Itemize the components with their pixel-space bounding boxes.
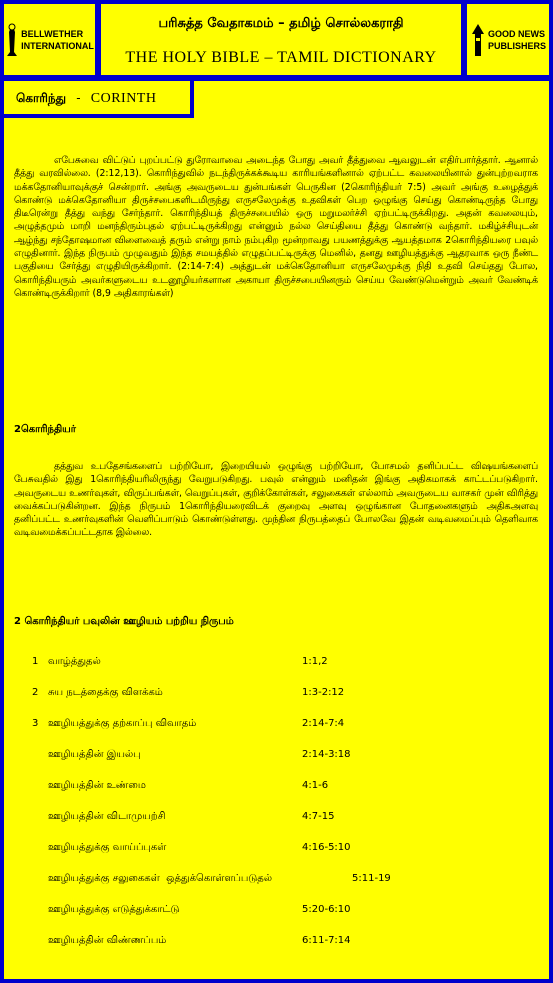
- outline-label: ஊழியத்தின் இயல்பு: [48, 749, 141, 760]
- outline-number: 3: [32, 718, 39, 729]
- good-news-logo-icon: [470, 22, 486, 58]
- entry-separator: -: [76, 91, 81, 105]
- entry-tamil: கொரிந்து: [16, 91, 67, 105]
- outline-number: 1: [32, 656, 39, 667]
- outline-ref: 4:7-15: [302, 811, 335, 822]
- outline-label: ஊழியத்தின் உண்மை: [48, 780, 146, 791]
- outline-label: வாழ்த்துதல்: [48, 656, 101, 667]
- outline-number: 2: [32, 687, 39, 698]
- paragraph-1: எபேசுவை விட்டுப் புறப்பட்டு துரோவாவை அடைந்த போது அவர் தீத்துவை ஆவலுடன் எதிர்பார்த்தார். ஆனால் தீத்து வரவில்லை. (2:12,13). கொரிந்துவில் நடந்திருக்கக்கூடிய காரியங்களினால் ஏற்பட்ட கவலையினால் துன்புற்றவராக மக்கதோனியாவுக்குச் சென்றார். அங்கு அவருடைய துன்பங்கள் பெருகின (2கொரிந்தியர் 7:5) அவர் அங்கு உழைத்துக் கொண்டு மக்கெதோனியா திருச்சபைகளிடமிருந்து எருசலேமுக்கு உதவிகள் பெற ஒழுங்கு செய்து கொண்டிருந்த போது திடீரென்று தீத்து வந்து சேர்ந்தார். கொரிந்தியத் திருச்சபையில் ஒரு மறுமலர்ச்சி ஏற்பட்டிருக்கிறது. அதன் கவலையும், அழுத்தமும் மாறி மனந்திரும்புதல் ஏற்பட்டிருக்கிறது என்னும் நல்ல செய்தியை தீத்து கொண்டு வந்தார். மகிழ்ச்சியுடன் ஆழ்ந்து சந்தோஷமான விளைவைத் தரும் என்று நாம் நம்புகிற மூன்றாவது பயணத்துக்கு ஆயத்தமாக 2கொரிந்தியரை பவுல் எழுதினார். இந்த நிருபம் முழுவதும் இந்த சமயத்தில் எழுதப்பட்டிருக்கு மெனில், தனது ஊழியத்துக்கு ஆதரவாக ஒரு நீண்ட பகுதியை சேர்த்து எழுதியிருக்கிறார். (2:14-7:4) அத்துடன் மக்கெதோனியா எருசலேமுக்கு நிதி உதவி செய்தது போல, கொரிந்தியரும் அவர்களுடைய உடனூழியர்களான அகாயா திருச்சபையினரும் செய்ய வேண்டுமென்றும் அவர் வேண்டிக் கொண்டிருக்கிறார் (8,9 அதிகாரங்கள்): [14, 155, 538, 299]
- subheading-outline: 2 கொரிந்தியர் பவுலின் ஊழியம் பற்றிய நிருபம்: [14, 616, 234, 627]
- outline-label: ஊழியத்துக்கு எடுத்துக்காட்டு: [48, 904, 180, 915]
- outline-ref: 4:16-5:10: [302, 842, 351, 853]
- left-logo-box: [0, 0, 99, 79]
- outline-ref: 5:11-19: [352, 873, 391, 884]
- outline-label: ஊழியத்துக்கு சலுகைகள் ஒத்துக்கொள்ளப்படுதல்: [48, 873, 273, 884]
- entry-heading-box: [0, 77, 194, 118]
- outline-ref: 6:11-7:14: [302, 935, 351, 946]
- outline-label: ஊழியத்துக்கு வாய்ப்புகள்: [48, 842, 167, 853]
- paragraph-2: தத்துவ உபதேசங்களைப் பற்றியோ, இறையியல் ஒழுங்கு பற்றியோ, போசமல் தனிப்பட்ட விஷயங்களைப் பேசுவதில் இது 1கொரிந்தியரிலிருந்து வேறுபடுகிறது. பவுல் என்னும் மனிதன் இங்கு அதிகமாகக் காட்டப்படுகிறார். அவருடைய உணர்வுகள், விருப்பங்கள், வெறுப்புகள், குறிக்கோள்கள், சலுகைகள் எல்லாம் அவருடைய வாசகர் முன் விரித்து வைக்கப்படுகின்றன. இந்த நிருபம் 1கொரிந்தியரைவிடக் குறைவு அளவு ஒழுங்கான போதனைகளும் அதிகஅளவு தனிப்பட்ட உணர்வுகளின் வெளிப்பாடும் கொண்டுள்ளது. முந்தின நிருபத்தைப் போலவே இதன் வடிவமைப்பும் தெளிவாக வடிவமைக்கப்பட்டதாக இல்லை.: [14, 461, 538, 539]
- subheading-2-corinthians: 2கொரிந்தியர்: [14, 424, 76, 435]
- outline-ref: 1:1,2: [302, 656, 328, 667]
- outline-label: ஊழியத்தின் விடாமுயற்சி: [48, 811, 166, 822]
- outline-ref: 2:14-3:18: [302, 749, 351, 760]
- title-box: [97, 0, 465, 79]
- right-logo-box: [463, 0, 553, 79]
- title-tamil: பரிசுத்த வேதாகமம் – தமிழ் சொல்லகராதி: [158, 16, 404, 31]
- left-logo-line2: INTERNATIONAL: [21, 40, 94, 51]
- outline-label: ஊழியத்தின் விண்ணப்பம்: [48, 935, 167, 946]
- outline-ref: 1:3-2:12: [302, 687, 345, 698]
- outline-ref: 2:14-7:4: [302, 718, 345, 729]
- bellwether-logo-icon: [5, 22, 19, 58]
- outline-ref: 5:20-6:10: [302, 904, 351, 915]
- right-logo-line2: PUBLISHERS: [487, 40, 546, 51]
- outline-ref: 4:1-6: [302, 780, 329, 791]
- title-english: THE HOLY BIBLE – TAMIL DICTIONARY: [125, 49, 437, 66]
- outline-label: சுய நடத்தைக்கு விளக்கம்: [48, 687, 163, 698]
- right-logo-line1: GOOD NEWS: [487, 28, 545, 39]
- left-logo-line1: BELLWETHER: [21, 28, 84, 39]
- entry-heading: [16, 83, 156, 114]
- outline-label: ஊழியத்துக்கு தற்காப்பு விவாதம்: [48, 718, 197, 729]
- entry-english: CORINTH: [90, 91, 157, 106]
